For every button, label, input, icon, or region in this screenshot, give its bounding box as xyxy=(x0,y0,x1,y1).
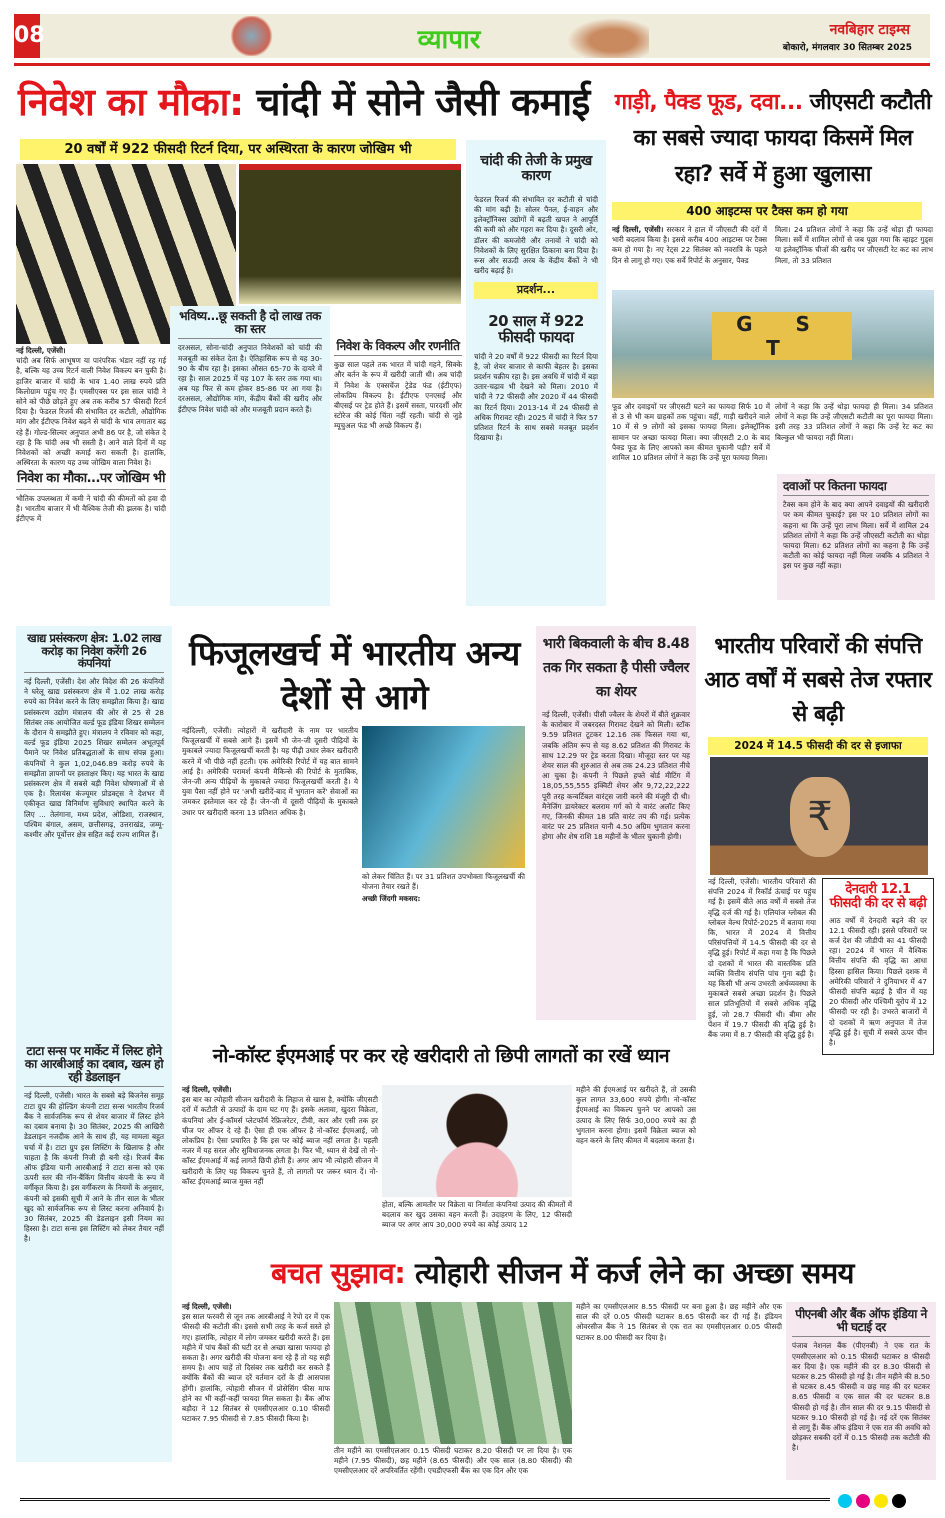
magenta-mark xyxy=(856,1494,870,1508)
silver-beads-photo xyxy=(239,164,461,304)
dateline: बोकारो, मंगलवार 30 सितम्बर 2025 xyxy=(782,43,912,53)
debt-box: देनदारी 12.1 फीसदी की दर से बढ़ी आठ वर्षों में देनदारी बढ़ने की दर 12.1 फीसदी रही। इससे परिवारों पर कर्ज देश की जीडीपी का 41 फीसदी रहा। 2024 में भारत में वैश्विक वित्तीय संपत्ति की वृद्धि का आधा हिस्सा हासिल किया। पिछले दशक में अमेरिकी परिवारों ने दुनियाभर में 47 फीसदी संपत्ति बढ़ाई है चीन में यह 20 फीसदी और पश्चिमी यूरोप में 12 फीसदी पर रही है। उभरते बाजारों में दो दशकों में ऋण अनुपात में तेज वृद्धि हुई है। सूची में सबसे ऊपर चीन है। xyxy=(822,878,934,1250)
emi-headline: नो-कॉस्ट ईएमआई पर कर रहे खरीदारी तो छिपी लागतों का रखें ध्यान xyxy=(212,1045,670,1067)
pc-jeweller-box: भारी बिकवाली के बीच 8.48 तक गिर सकता है पीसी ज्वैलर का शेयर नई दिल्ली, एजेंसी। पीसी ज्वैलर के शेयरों में बीते शुक्रवार के कारोबार में जबरदस्त गिरावट देखने को मिली। स्टॉक 9.59 प्रतिशत टूटकर 12.16 तक फिसल गया था, जबकि अंतिम रूप से यह 8.62 प्रतिशत की गिरावट के साथ 12.29 पर ट्रेड करता दिखा। मौजूदा स्तर पर यह शेयर साल की शुरुआत से अब तक 24.23 प्रतिशत नीचे आ चुका है। कंपनी ने पिछले हफ्ते बोर्ड मीटिंग में 18,05,55,555 इक्विटी शेयर और 9,72,22,222 पूरी तरह कन्वर्टिबल वारंट्स जारी करने की मंजूरी दी थी। मैनेजिंग डायरेक्टर बलराम गर्ग को ये वारंट अलॉट किए गए, जिनकी कीमत 18 प्रति वारंट तय की गई। प्रत्येक वारंट पर 25 प्रतिशत यानी 4.50 अग्रिम भुगतान करना होगा और शेष राशि 18 महीनों के भीतर चुकानी होगी। xyxy=(536,626,696,1020)
gst-subhead: 400 आइटम्स पर टैक्स कम हो गया xyxy=(612,202,922,220)
black-mark xyxy=(892,1494,906,1508)
header-divider xyxy=(14,63,930,66)
wealth-body: नई दिल्ली, एजेंसी। भारतीय परिवारों की संपत्ति 2024 में रिकॉर्ड ऊंचाई पर पहुंच गई है। इसमें बीते आठ वर्षों में सबसे तेज वृद्धि दर्ज की गई है। एलियांज ग्लोबल की ग्लोबल वेल्थ रिपोर्ट-2025 में बताया गया कि, भारत में 2024 में वित्तीय परिसंपत्तियों में 14.5 फीसदी की दर से वृद्धि हुई। रिपोर्ट में कहा गया है कि पिछले दो दशकों में भारत की वास्तविक प्रति व्यक्ति वित्तीय संपत्ति पांच गुना बढ़ी है। यह किसी भी अन्य उभरती अर्थव्यवस्था के मुकाबले सबसे अच्छा प्रदर्शन है। पिछले साल प्रतिभूतियों में सबसे अधिक वृद्धि हुई, जो 28.7 फीसदी थी। बीमा और पेंशन में 19.7 फीसदी की वृद्धि हुई है। बैंक जमा में 8.7 फीसदी की वृद्धि हुई है। xyxy=(708,877,816,1040)
gst-headline: गाड़ी, पैक्ड फूड, दवा... जीएसटी कटौती का सबसे ज्यादा फायदा किसमें मिल रहा? सर्वे में हुआ खुलासा xyxy=(614,90,932,187)
gst-body-3: फूड और दवाइयों पर जीएसटी घटने का फायदा सिर्फ 10 में से 3 से भी कम ग्राहकों तक पहुंचा। वहीं, गाड़ी खरीदने वाले 10 में से 9 लोगों को इसका फायदा मिला। इलेक्ट्रॉनिक सामान पर अच्छा फायदा मिला। क्या जीएसटी 2.0 के बाद पैक्ड फूड के लिए आपको कम कीमत चुकानी पड़ी? सर्वे में शामिल 10 प्रतिशत लोगों ने कहा कि उन्हें पूरा फायदा मिला। xyxy=(612,402,770,463)
future-box: भविष्य...छू सकती है दो लाख तक का स्तर दरअसल, सोना-चांदी अनुपात निवेशकों को चांदी की मजबूती का संकेत देता है। ऐतिहासिक रूप से यह 30-90 के बीच रहा है। इसका औसत 65-70 के दायरे में रहा है। साल 2025 में यह 107 के स्तर तक गया था। अब यह फिर से कम होकर 85-86 पर आ गया है। दरअसल, औद्योगिक मांग, केंद्रीय बैंकों की खरीद और ईटीएफ निवेश चांदी को और मजबूती प्रदान करते हैं। xyxy=(170,306,330,606)
page-number: 08 xyxy=(14,14,40,58)
spending-headline: फिजूलखर्च में भारतीय अन्य देशों से आगे xyxy=(189,634,520,718)
spending-body-2: को लेकर चिंतित हैं। पर 31 प्रतिशत उपभोक्ता फिजूलखर्ची की योजना तैयार रखते हैं। अच्छी जिंदगी मकसद: xyxy=(362,872,525,904)
performance-label: प्रदर्शन... xyxy=(474,282,598,298)
masthead xyxy=(14,14,930,58)
footer-rule xyxy=(20,1498,830,1501)
silver-reasons-box: चांदी की तेजी के प्रमुख कारण फेडरल रिजर्व की संभावित दर कटौती से चांदी की मांग बढ़ी है। सोलर पैनल, ई-वाहन और इलेक्ट्रॉनिक्स उद्योगों में बढ़ती खपत ने आपूर्ति की कमी को और गहरा कर दिया है। दूसरी ओर, डॉलर की कमजोरी और तनावों ने चांदी को निवेशकों के लिए सुरक्षित ठिकाना बना दिया है। रूस और सऊदी अरब के केंद्रीय बैंकों ने भी खरीद बढ़ाई है। प्रदर्शन... 20 साल में 922 फीसदी फायदा चांदी ने 20 वर्षों में 922 फीसदी का रिटर्न दिया है, जो शेयर बाजार से काफी बेहतर है। इसका प्रदर्शन चक्रीय रहा है। इस अवधि में चांदी में बड़ा उतार-चढ़ाव भी देखने को मिला। 2010 में चांदी ने 72 फीसदी और 2020 में 44 फीसदी का रिटर्न दिया। 2013-14 में 24 फीसदी से अधिक गिरावट रही। 2025 में चांदी ने फिर 57 प्रतिशत रिटर्न के साथ सबसे मजबूत प्रदर्शन दिखाया है। xyxy=(466,140,606,606)
yellow-mark xyxy=(874,1494,888,1508)
currency-notes-photo xyxy=(334,1302,572,1444)
spending-body: नईदिल्ली, एजेंसी। त्योहारों में खरीदारी के नाम पर भारतीय फिजूलखर्ची में सबसे आगे हैं। इसमें भी जेन-जी दूसरी पीढ़ियों के मुकाबले ज्यादा फिजूलखर्ची करती है। यह पीढ़ी उधार लेकर खरीदारी करने में भी पीछे नहीं हटती। एक अमेरिकी रिपोर्ट में यह बात सामने आई है। अमेरिकी परामर्श कंपनी मैकिन्से की रिपोर्ट के मुताबिक, जेन-जी अन्य पीढ़ियों के मुकाबले ज्यादा फिजूलखर्ची करती है। ये युवा पैसा नहीं होने पर 'अभी खरीदें-बाद में भुगतान करें' सेवाओं का जमकर इस्तेमाल कर रहे हैं। जेन-जी में दूसरी पीढ़ियों के मुकाबले उधार पर खरीदारी करना 13 प्रतिशत अधिक है। xyxy=(182,726,358,817)
emi-body: नई दिल्ली, एजेंसी। इस बार का त्योहारी सीजन खरीदारी के लिहाज से खास है, क्योंकि जीएसटी दरों में कटौती से उत्पादों के दाम घट गए हैं। इसके अलावा, खुदरा विक्रेता, कंपनियां और ई-कॉमर्स प्लेटफॉर्म रेफ्रिजरेटर, टीवी, कार और एसी तक हर चीज पर ऑफर दे रहे हैं। ऐसा ही एक ऑफर है नो-कॉस्ट ईएमआई, जो लोकप्रिय है। ऐसा प्रचारित है कि इस पर कोई ब्याज नहीं लगता है। पहली नजर में यह सरल और सुविधाजनक लगता है। फिर भी, ध्यान से देखें तो नो-कॉस्ट ईएमआई में कई लागतें छिपी होती हैं। अगर आप भी त्योहारी सीजन में खरीदारी के लिए यह विकल्प चुनते हैं, तो लागतों पर जरूर ध्यान दें। नो-कॉस्ट ईएमआई ब्याज मुक्त नहीं xyxy=(182,1085,378,1186)
statue-image xyxy=(559,14,649,58)
cyan-mark xyxy=(838,1494,852,1508)
wealth-headline: भारतीय परिवारों की संपत्ति आठ वर्षों में सबसे तेज रफ्तार से बढ़ी xyxy=(704,634,932,727)
gst-supermarket-photo: G S T xyxy=(612,290,934,398)
investment-options: निवेश के विकल्प और रणनीति कुछ साल पहले तक भारत में चांदी गहने, सिक्के और बर्तन के रूप में खरीदी जाती थी। अब चांदी में निवेश के एक्सचेंज ट्रेडेड फंड (ईटीएफ) लोकप्रिय विकल्प है। ईटीएफ एनएसई और बीएसई पर ट्रेड होते हैं। इसमें सस्ता, पारदर्शी और स्टोरेज की कोई चिंता नहीं रहती। चांदी से जुड़े म्यूचुअल फंड भी अच्छे विकल्प हैं। xyxy=(334,339,462,431)
silver-article-body: नई दिल्ली, एजेंसी। चांदी अब सिर्फ आभूषण या पारंपरिक भंडार नहीं रह गई है, बल्कि यह उच्च रिटर्न वाली निवेश विकल्प बन चुकी है। हाजिर बाजार में चांदी के भाव 1.40 लाख रुपये प्रति किलोग्राम पहुंच गए हैं। एमसीएक्स पर इस साल चांदी ने सोने को पीछे छोड़ते हुए अब तक करीब 57 फीसदी रिटर्न दिया है। फेडरल रिजर्व की संभावित दर कटौती, औद्योगिक मांग और ईटीएफ निवेश बढ़ने से चांदी के भाव लगातार बढ़ रहे हैं। गोल्ड-सिल्वर अनुपात अभी 86 पर है, जो संकेत दे रहा है कि चांदी अब भी सस्ती है। आने वाले दिनों में यह निवेशकों को अच्छी कमाई करा सकती है। हालांकि, अस्थिरता के कारण यह उच्च जोखिम वाला निवेश है। निवेश का मौका...पर जोखिम भी भौतिक उपलब्धता में कमी ने चांदी की कीमतों को हवा दी है। भारतीय बाजार में भी वैश्विक तेजी की झलक है। चांदी ईटीएफ में xyxy=(16,346,166,524)
saving-body-2: तीन महीने का एमसीएलआर 0.15 फीसदी घटाकर 8.20 फीसदी पर ला दिया है। एक महीने (7.95 फीसदी), छह महीने (8.65 फीसदी) और एक साल (8.80 फीसदी) की एमसीएलआर दरें अपरिवर्तित रहेंगी। एचडीएफसी बैंक का एक दिन और एक xyxy=(334,1446,572,1476)
emi-calculator-photo xyxy=(382,1085,572,1197)
pnb-box: पीएनबी और बैंक ऑफ इंडिया ने भी घटाई दर पंजाब नेशनल बैंक (पीएनबी) ने एक रात के एमसीएलआर को 0.15 फीसदी घटाकर 8 फीसदी कर दिया है। एक महीने की दर 8.30 फीसदी से घटकर 8.25 फीसदी हो गई है। तीन महीने की 8.50 से घटकर 8.45 फीसदी व छह माह की दर घटकर 8.65 फीसदी व एक साल की दर घटकर 8.8 फीसदी हो गई है। तीन साल की दर 9.15 फीसदी से घटकर 9.10 फीसदी हो गई है। नई दरें एक सितंबर से लागू हैं। बैंक ऑफ इंडिया ने एक रात की अवधि को छोड़कर सबकी दरों में 0.15 फीसदी तक कटौती की है। xyxy=(786,1302,936,1480)
silver-subhead: 20 वर्षों में 922 फीसदी रिटर्न दिया, पर अस्थिरता के कारण जोखिम भी xyxy=(20,139,456,160)
shopping-cart-photo xyxy=(362,726,525,868)
saving-body-3: महीने का एमसीएलआर 8.55 फीसदी पर बना हुआ है। छह महीने और एक साल की दरें 0.05 फीसदी घटाकर 8.65 फीसदी कर दी गई हैं। इंडियन ओवरसीज बैंक ने 15 सितंबर से एक रात का एमसीएलआर 0.05 फीसदी घटाकर 8.00 फीसदी कर दिया है। xyxy=(576,1302,782,1342)
state-map-logo xyxy=(229,16,274,56)
saving-body: नई दिल्ली, एजेंसी। इस साल फरवरी से जून तक आरबीआई ने रेपो दर में एक फीसदी की कटौती की। इससे सभी तरह के कर्ज सस्ते हो गए। हालांकि, त्योहार में लोग जमकर खरीदी करते हैं। इस महीने में पांच बैंकों की घटी दर से अच्छा खासा फायदा हो सकता है। अगर खरीदी की योजना बना रहे हैं तो यह सही समय है। आप चाहें तो दिसंबर तक खरीदी कर सकते हैं क्योंकि बैंकों की ब्याज दरें वर्तमान दरों के ही आसपास होंगी। हालांकि, त्योहारी सीजन में प्रोसेसिंग फीस माफ होने का भी कहीं-कहीं फायदा मिल सकता है। बैंक ऑफ बड़ौदा ने 12 सितंबर से एमसीएलआर 0.10 फीसदी घटाकर 7.95 फीसदी से 7.85 फीसदी किया है। xyxy=(182,1302,330,1424)
emi-body-2: होता, बल्कि आमतौर पर विक्रेता या निर्माता कंपनियां उत्पाद की कीमतों में बदलाव कर खुद उसका वहन करती हैं। उदाहरण के लिए, 12 फीसदी ब्याज पर अगर आप 30,000 रुपये का कोई उत्पाद 12 xyxy=(382,1200,572,1230)
left-news-column: खाद्य प्रसंस्करण क्षेत्र: 1.02 लाख करोड़ का निवेश करेंगी 26 कंपनियां नई दिल्ली, एजेंसी। देश और विदेश की 26 कंपनियों ने घरेलू खाद्य प्रसंस्करण क्षेत्र में 1.02 लाख करोड़ रुपये का निवेश करने के लिए समझौता किया है। खाद्य प्रसंस्करण उद्योग मंत्रालय की ओर से 25 से 28 सितंबर तक आयोजित वर्ल्ड फूड इंडिया शिखर सम्मेलन के दौरान ये समझौते हुए। मंत्रालय ने रविवार को कहा, वर्ल्ड फूड इंडिया 2025 शिखर सम्मेलन अभूतपूर्व पैमाने पर निवेश प्रतिबद्धताओं के साथ संपन्न हुआ। कंपनियों ने कुल 1,02,046.89 करोड़ रुपये के समझौता ज्ञापनों पर हस्ताक्षर किए। यह भारत के खाद्य प्रसंस्करण क्षेत्र में सबसे बड़ी निवेश घोषणाओं में से एक है। रिलायंस कंज्यूमर प्रोडक्ट्स ने देशभर में एकीकृत खाद्य विनिर्माण सुविधाएं स्थापित करने के लिए ... तेलंगाना, मध्य प्रदेश, ओडिशा, राजस्थान, पश्चिम बंगाल, असम, छत्तीसगढ़, उत्तराखंड, जम्मू-कश्मीर और पूर्वोत्तर क्षेत्र सहित कई राज्य शामिल हैं। टाटा सन्स पर मार्केट में लिस्ट होने का आरबीआई का दबाव, खत्म हो रही डेडलाइन नई दिल्ली, एजेंसी। भारत के सबसे बड़े बिजनेस समूह टाटा ग्रुप की होल्डिंग कंपनी टाटा सन्स भारतीय रिजर्व बैंक ने सार्वजनिक रूप से शेयर बाजार में लिस्ट होने का दबाव बनाया है। 30 सितंबर, 2025 की आखिरी डेडलाइन नजदीक आने के साथ ही, यह मामला बहुत चर्चा में है। टाटा ग्रुप इस लिस्टिंग के खिलाफ है और चाहता है कि कंपनी निजी ही बनी रहे। रिजर्व बैंक ऑफ इंडिया यानी आरबीआई ने टाटा सन्स को एक ऊपरी स्तर की नॉन-बैंकिंग वित्तीय कंपनी के रूप में वर्गीकृत किया है। इस वर्गीकरण के नियमों के अनुसार, कंपनी को इसकी सूची में आने के तीन साल के भीतर खुद को सार्वजनिक रूप से लिस्ट करना अनिवार्य है। 30 सितंबर, 2025 की डेडलाइन इसी नियम का हिस्सा है। टाटा सन्स इस लिस्टिंग को लेकर तैयार नहीं है। xyxy=(16,626,172,1462)
medicine-box: दवाओं पर कितना फायदा टैक्स कम होने के बाद क्या आपने दवाइयों की खरीदारी पर कम कीमत चुकाई? इस पर 10 प्रतिशत लोगों का कहना था कि उन्हें पूरा लाभ मिला। सर्वे में शामिल 24 प्रतिशत लोगों ने कहा कि उन्हें जीएसटी कटौती का थोड़ा फायदा मिला। 62 प्रतिशत लोगों का कहना है कि उन्हें कटौती का कोई फायदा नहीं मिला जबकि 4 प्रतिशत ने इस पर कुछ नहीं कहा। xyxy=(777,474,935,600)
rupee-icon: ₹ xyxy=(790,777,850,857)
money-bag-photo xyxy=(710,757,928,875)
gst-body-4: लोगों ने कहा कि उन्हें थोड़ा फायदा ही मिला। 34 प्रतिशत लोगों ने कहा कि उन्हें जीएसटी कटौती का पूरा फायदा मिला। इसी तरह 33 प्रतिशत लोगों ने कहा कि उन्हें रेट कट का बिल्कुल भी फायदा नहीं मिला। xyxy=(775,402,933,442)
gst-body-1: नई दिल्ली, एजेंसी। सरकार ने हाल में जीएसटी की दरों में भारी बदलाव किया है। इससे करीब 400 आइटम्स पर टैक्स कम हो गया है। नए रेट्स 22 सितंबर को नवरात्रि के पहले दिन से लागू हो गए। एक सर्वे रिपोर्ट के अनुसार, पैक्ड xyxy=(612,225,768,265)
color-registration-marks xyxy=(838,1494,938,1508)
silver-headline: निवेश का मौका: चांदी में सोने जैसी कमाई xyxy=(18,80,590,124)
saving-headline: बचत सुझाव: त्योहारी सीजन में कर्ज लेने का अच्छा समय xyxy=(270,1256,854,1290)
emi-body-3: महीने की ईएमआई पर खरीदते हैं, तो उसकी कुल लागत 33,600 रुपये होगी। नो-कॉस्ट ईएमआई का विकल्प चुनने पर आपको उस उत्पाद के लिए सिर्फ 30,000 रुपये का ही भुगतान करना होगा। इसमें विक्रेता ब्याज को वहन करने के लिए कीमत में बदलाव करता है। xyxy=(576,1085,696,1146)
paper-name: नवबिहार टाइम्स xyxy=(829,22,910,38)
wealth-subhead: 2024 में 14.5 फीसदी की दर से इजाफा xyxy=(708,737,928,755)
gst-body-2: मिला। 24 प्रतिशत लोगों ने कहा कि उन्हें थोड़ा ही फायदा मिला। सर्वे में शामिल लोगों से जब पूछा गया कि व्हाइट गुड्स या इलेक्ट्रॉनिक चीजों की खरीद पर जीएसटी रेट कट का लाभ मिला, तो 33 प्रतिशत xyxy=(775,225,933,265)
section-title: व्यापार xyxy=(417,25,481,55)
